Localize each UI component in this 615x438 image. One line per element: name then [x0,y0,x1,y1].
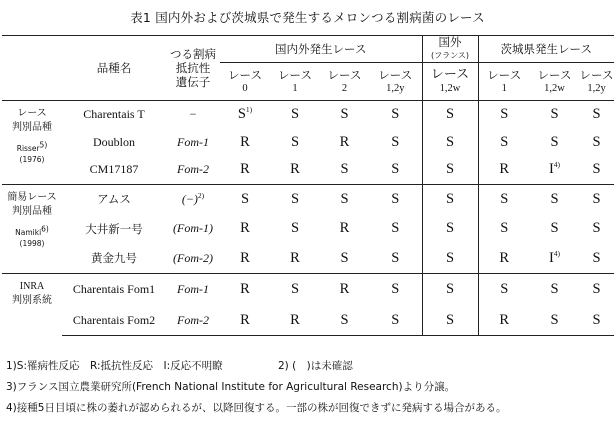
reaction-cell: S [422,306,478,336]
overseas-race-12w-header: レース 1,2w [422,63,478,101]
reaction-cell: $I^{4)}$ [548,248,561,266]
table-row [2,156,614,185]
table-title: 表1 国内外および茨城県で発生するメロンつる割病菌のレース [130,10,485,25]
reaction-cell: S [320,306,369,336]
race-table-body [2,101,614,336]
reaction-cell: S [579,101,614,129]
reaction-cell: S [290,133,300,150]
group-label: INRA 判別系統 [12,281,52,306]
variety-name: Charentais T [62,101,166,129]
variety-name: CM17187 [89,162,139,177]
reaction-cell: R [270,306,320,336]
reaction-cell: $I^{4)}$ [548,160,561,178]
reaction-cell: S [320,185,369,214]
reaction-cell: $S^{1)}$ [220,101,270,129]
reaction-cell: R [240,133,250,150]
reaction-cell: S [391,249,400,266]
variety-name: Charentais Fom1 [62,274,166,306]
reaction-cell: S [579,306,614,336]
race-0-header: レース 0 [228,67,262,94]
table-row [2,129,614,156]
variety-header: 品種名 [62,36,166,101]
footnote-3: 3)フランス国立農業研究所(French National Institute for Agricultural Research)より分譲。 [6,381,456,393]
reaction-cell: S [422,274,478,306]
table-row [2,101,614,129]
reaction-cell: R [220,274,270,306]
table-row [2,306,614,336]
table-row [2,274,614,306]
reaction-cell: S [270,274,320,306]
reaction-cell: S [592,133,601,150]
reaction-cell: R [290,161,300,178]
reaction-cell: S [369,185,422,214]
variety-name: 黄金九号 [91,251,137,266]
variety-name: Doublon [93,134,135,149]
variety-name: アムス [62,185,166,214]
race-table-container [2,35,614,336]
gene-header: つる割病 抵抗性 遺伝子 [166,36,220,101]
reaction-cell: S [592,220,601,236]
footnote-1: 1)S:罹病性反応 R:抵抗性反応 I:反応不明瞭 [6,360,223,372]
ibaraki-race-12w-header: レース 1,2w [537,67,572,94]
reaction-cell: S [391,133,400,150]
variety-name: 大井新一号 [85,221,143,236]
reaction-cell: S [550,220,559,236]
reaction-cell: S [530,306,579,336]
group-label: レース 判別品種 [12,108,52,133]
reaction-cell: R [240,161,250,178]
race-12y-header: レース 1,2y [378,67,413,94]
reaction-cell: S [270,101,320,129]
resistance-gene: (Fom-1) [173,221,213,235]
reaction-cell: R [478,306,530,336]
reaction-cell: S [422,244,478,274]
race-1-header: レース 1 [278,67,312,94]
race-2-header: レース 2 [327,67,362,94]
reaction-cell: S [369,101,422,129]
reaction-cell: S [340,161,349,178]
footnote-line-1 [6,356,612,377]
table-row [2,214,614,244]
footnotes [6,356,612,419]
reaction-cell: S [530,274,579,306]
table-row [2,185,614,214]
reaction-cell: R [499,161,510,178]
group-label-cell [2,101,62,185]
reaction-cell: S [530,185,579,214]
overseas-race-group-header: 国外 (フランス) [422,36,478,63]
reaction-cell: S [478,274,530,306]
reaction-cell: S [340,249,349,266]
reaction-cell: S [422,185,478,214]
reaction-cell: S [500,220,509,236]
group-source: Risser$^{5)}$ (1976) [16,140,48,164]
footnote-2: 2) ( )は未確認 [277,360,353,372]
reaction-cell: S [290,220,300,236]
reaction-cell: S [422,129,478,156]
reaction-cell: S [320,101,369,129]
resistance-gene: $(-)^{2)}$ [166,185,220,214]
group-label-cell [2,274,62,336]
reaction-cell: S [478,101,530,129]
group-label: 簡易レース 判別品種 [7,192,57,217]
group-source: Namiki$^{6)}$ (1998) [15,224,49,248]
reaction-cell: S [579,185,614,214]
ibaraki-race-12y-header: レース 1,2y [579,67,614,94]
reaction-cell: S [530,101,579,129]
reaction-cell: S [391,161,400,178]
reaction-cell: S [550,133,559,150]
footnote-4: 4)接種5日目頃に株の萎れが認められるが、以降回復する。一部の株が回復できずに発病する場合がある。 [6,402,507,414]
table-row [2,244,614,274]
reaction-cell: S [592,161,601,178]
reaction-cell: R [499,249,510,266]
reaction-cell: R [290,249,300,266]
resistance-gene: (Fom-2) [173,250,213,265]
ibaraki-race-group-header: 茨城県発生レース [478,36,614,63]
variety-name: Charentais Fom2 [62,306,166,336]
reaction-cell: S [422,214,478,244]
reaction-cell: S [478,185,530,214]
reaction-cell: S [500,133,509,150]
reaction-cell: S [369,274,422,306]
reaction-cell: S [220,185,270,214]
reaction-cell: S [422,101,478,129]
resistance-gene: Fom-2 [166,306,220,336]
race-table [2,35,614,336]
reaction-cell: S [592,249,601,266]
reaction-cell: R [339,220,350,236]
domestic-race-group-header: 国内外発生レース [220,36,422,63]
reaction-cell: S [369,306,422,336]
reaction-cell: R [240,220,250,236]
reaction-cell: R [220,306,270,336]
resistance-gene: Fom-1 [177,134,209,149]
reaction-cell: S [391,220,400,236]
resistance-gene: Fom-1 [166,274,220,306]
reaction-cell: R [339,133,350,150]
resistance-gene: Fom-2 [177,162,209,177]
reaction-cell: R [240,249,250,266]
reaction-cell: R [320,274,369,306]
ibaraki-race-1-header: レース 1 [487,67,522,94]
group-label-cell [2,185,62,274]
reaction-cell: S [270,185,320,214]
reaction-cell: S [579,274,614,306]
reaction-cell: S [422,156,478,185]
resistance-gene: − [166,101,220,129]
